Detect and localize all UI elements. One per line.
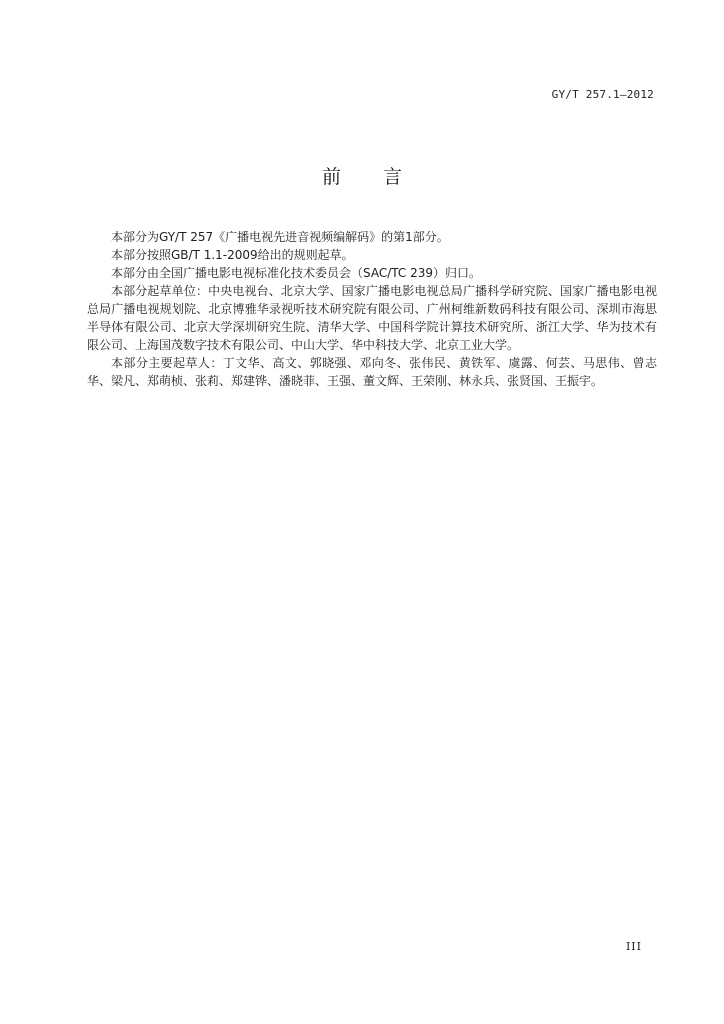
foreword-body — [87, 228, 657, 390]
paragraph-drafting-organizations: 本部分起草单位：中央电视台、北京大学、国家广播电影电视总局广播科学研究院、国家广播电影电视总局广播电视规划院、北京博雅华录视听技术研究院有限公司、广州柯维新数码科技有限公司、深圳市海思半导体有限公司、北京大学深圳研究生院、清华大学、中国科学院计算技术研究所、浙江大学、华为技术有限公司、上海国茂数字技术有限公司、中山大学、华中科技大学、北京工业大学。 — [87, 284, 657, 352]
paragraph-main-drafters: 本部分主要起草人：丁文华、高文、郭晓强、邓向冬、张伟民、黄铁军、虞露、何芸、马思伟、曾志华、梁凡、郑萌桢、张莉、郑建铧、潘晓菲、王强、董文辉、王荣刚、林永兵、张贤国、王振宇。 — [87, 356, 657, 388]
standard-code: GY/T 257.1—2012 — [551, 88, 654, 101]
page-title: 前 言 — [321, 166, 421, 188]
paragraph-scope: 本部分为GY/T 257《广播电视先进音视频编解码》的第1部分。 — [111, 230, 449, 244]
paragraph-responsible-committee: 本部分由全国广播电影电视标准化技术委员会（SAC/TC 239）归口。 — [111, 266, 481, 280]
page-number: III — [625, 940, 642, 953]
paragraph-drafting-rules: 本部分按照GB/T 1.1-2009给出的规则起草。 — [111, 248, 354, 262]
